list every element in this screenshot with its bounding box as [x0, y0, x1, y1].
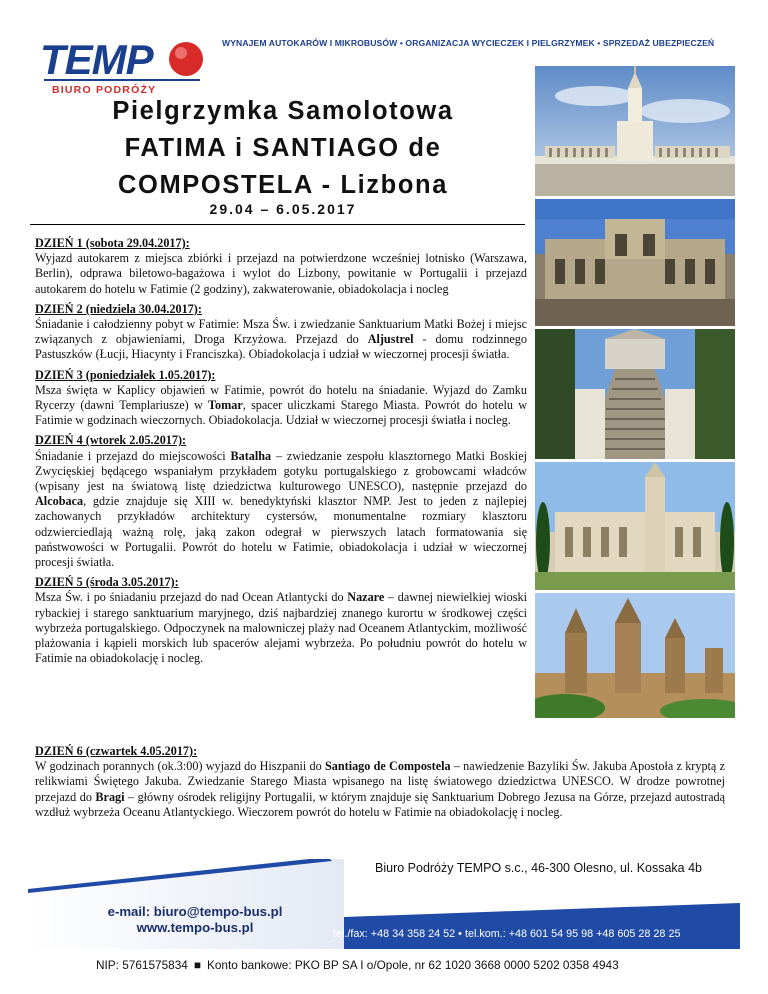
day-text: Msza święta w Kaplicy objawień w Fatimie, powrót do hotelu na śniadanie. Wyjazd do Zamku Rycerzy (dawni Templariusze) w [35, 382, 527, 413]
contact-block [95, 904, 295, 936]
place-name: Aljustrel [367, 332, 414, 347]
day-heading: DZIEŃ 4 (wtorek 2.05.2017): [35, 433, 187, 448]
day-text: Śniadanie i całodzienny pobyt w Fatimie: Msza Św. i zwiedzanie Sanktuarium Matki Bożej i miejsc związanych z objawieniami, Droga Krzyżowa. Przejazd do [35, 317, 527, 347]
tempo-logo [40, 36, 210, 96]
day-heading: DZIEŃ 2 (niedziela 30.04.2017): [35, 301, 202, 316]
svg-text:TEMP: TEMP [40, 36, 153, 83]
day-text: Msza Św. i po śniadaniu przejazd do nad Ocean Atlantycki do [35, 590, 348, 605]
day-text: Wyjazd autokarem z miejsca zbiórki i przejazd na potwierdzone wcześniej lotnisko (Warszawa, Berlin), odprawa biletowo-bagażowa i wylot do Lizbony, powitanie w Portugalii i przejazd autokarem do hotelu w Fatimie (2 godziny), zakwaterowanie, obiadokolacja i nocleg [35, 251, 527, 296]
title-divider [30, 224, 525, 225]
day-heading: DZIEŃ 6 (czwartek 4.05.2017): [35, 744, 198, 758]
fatima-sanctuary-photo [535, 66, 735, 196]
email-link[interactable]: e-mail: biuro@tempo-bus.pl [107, 904, 283, 919]
trip-dates: 29.04 – 6.05.2017 [209, 201, 357, 217]
place-name: Tomar [208, 398, 243, 413]
svg-text:BIURO PODRÓŻY: BIURO PODRÓŻY [52, 84, 157, 96]
title-line: COMPOSTELA - Lizbona [118, 171, 448, 199]
santiago-cathedral-photo [535, 593, 735, 718]
day-text: – dawnej niewielkiej wioski rybackiej i starego sanktuarium maryjnego, dziś najbardziej znanego kurortu w środkowej części wybrzeża portugalskiego. Odpoczynek na malowniczej plaży nad Oceanem Atlantyckim, możliwość plażowania i kąpieli morskich lub spacerów alejami wybrzeża. Po południu powrót do hotelu w Fatimie na obiadokolację i nocleg. [35, 590, 527, 666]
bank-account: Konto bankowe: PKO BP SA I o/Opole, nr 62 1020 3668 0000 5202 0358 4943 [206, 958, 619, 972]
tax-and-bank-info [96, 958, 619, 972]
day-text: W godzinach porannych (ok.3:00) wyjazd do Hiszpanii do [35, 759, 325, 774]
nip-number: NIP: 5761575834 [96, 958, 188, 972]
title-line: Pielgrzymka Samolotowa [112, 97, 454, 125]
website-link[interactable]: www.tempo-bus.pl [136, 920, 254, 935]
header-tagline: WYNAJEM AUTOKARÓW I MIKROBUSÓW • ORGANIZACJA WYCIECZEK I PIELGRZYMEK • SPRZEDAŻ UBEZPIECZEŃ [222, 38, 715, 48]
company-address: Biuro Podróży TEMPO s.c., 46-300 Olesno, ul. Kossaka 4b [375, 861, 703, 875]
place-name: Alcobaca [35, 494, 84, 509]
phone-numbers: tel./fax: +48 34 358 24 52 • tel.kom.: +48 601 54 95 98 +48 605 28 28 25 [333, 928, 681, 940]
day-text: – zwiedzanie zespołu klasztornego Matki Boskiej Zwycięskiej będącego wspaniałym przykładem gotyku portugalskiego z grobowcami władców (wpisany jest na światową listę dziedzictwa kulturowego UNESCO), następnie przejazd do [35, 448, 527, 494]
place-name: Nazare [347, 590, 385, 605]
day-heading: DZIEŃ 1 (sobota 29.04.2017): [35, 236, 190, 250]
batalha-monastery-photo [535, 462, 735, 590]
day-6 [35, 744, 725, 820]
place-name: Santiago de Compostela [324, 759, 451, 774]
day-2 [35, 302, 527, 363]
day-text: – główny ośrodek religijny Portugalii, w którym znajduje się Sanktuarium Dobrego Jezusa na Górze, przejazd autostradą wzdłuż wybrzeża Oceanu Atlantyckiego. Wieczorem powrót do hotelu w Fatimie na obiadokolację i nocleg. [35, 789, 725, 819]
photo-column [535, 66, 735, 721]
day-5 [35, 575, 527, 666]
day-text: Śniadanie i przejazd do miejscowości [35, 448, 231, 463]
day-text: , spacer uliczkami Starego Miasta. Powrót do hotelu w Fatimie w godzinach wieczornych. Obiadokolacja. Udział w wieczornej procesji światła i nocleg. [35, 398, 527, 428]
place-name: Bragi [95, 789, 125, 804]
day-3 [35, 368, 527, 429]
day-text: – nawiedzenie Bazyliki Św. Jakuba Apostoła z kryptą z relikwiami Świętego Jakuba. Zwiedzanie Starego Miasta wpisanego na listę światowego dziedzictwa UNESCO. W drodze powrotnej przejazd do [35, 759, 725, 804]
day-heading: DZIEŃ 3 (poniedziałek 1.05.2017): [35, 367, 216, 382]
day-text: - domu rodzinnego Pastuszków (Łucji, Hiacynty i Franciszka). Obiadokolacja i udział w wieczornej procesji światła. [35, 332, 527, 362]
day-heading: DZIEŃ 5 (środa 3.05.2017): [35, 575, 179, 590]
page-title [38, 93, 528, 204]
day-text: , gdzie znajduje się XIII w. benedyktyński klasztor NMP. Jest to jeden z najlepiej zachowanych przykładów architektury cystersów, monumentalne rozmiary klasztoru odzwierciedlają ważną rolę, jaką zakon odegrał w pierwszych latach formatowania się państwowości w Portugalii. Powrót do hotelu w Fatimie, obiadokolacja i udział w wieczornej procesji światła. [35, 494, 527, 570]
separator-bullet: ■ [193, 958, 201, 972]
title-line: FATIMA i SANTIAGO de [124, 134, 442, 162]
place-name: Batalha [230, 448, 272, 463]
day-4 [35, 433, 527, 570]
tomar-castle-photo [535, 199, 735, 326]
day-1 [35, 236, 527, 297]
bom-jesus-stairway-photo [535, 329, 735, 459]
itinerary [35, 236, 527, 671]
